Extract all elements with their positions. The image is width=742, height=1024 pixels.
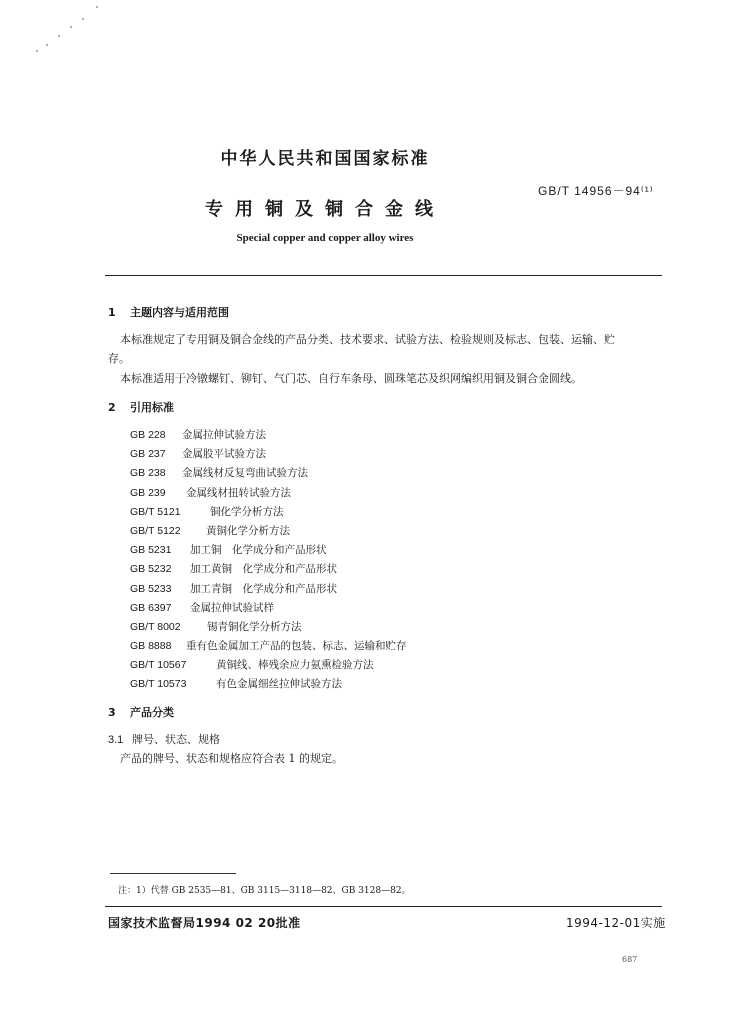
reference-item	[130, 619, 407, 638]
reference-title: 加工铜 化学成分和产品形状	[190, 544, 327, 557]
reference-title: 重有色金属加工产品的包装、标志、运输和贮存	[186, 640, 407, 653]
reference-title: 金属股平试验方法	[182, 448, 266, 461]
reference-item	[130, 638, 407, 657]
section-2-number: 2	[108, 401, 116, 414]
reference-item	[130, 542, 407, 561]
section-1-number: 1	[108, 306, 116, 319]
reference-code: GB 237	[130, 448, 166, 461]
document-title: 专用铜及铜合金线	[205, 199, 445, 220]
reference-code: GB/T 10573	[130, 678, 187, 691]
section-2-heading	[108, 399, 174, 415]
section-1-title: 主题内容与适用范围	[130, 306, 229, 319]
reference-list	[130, 427, 407, 696]
section-1-paragraph-2: 本标准适用于冷镦螺钉、铆钉、气门芯、自行车条母、圆珠笔芯及织网编织用铜及铜合金圆线。	[120, 372, 582, 385]
reference-code: GB 6397	[130, 601, 172, 614]
top-rule	[105, 275, 662, 276]
reference-code: GB/T 10567	[130, 659, 187, 672]
section-2-title: 引用标准	[130, 401, 174, 414]
page-number: 687	[622, 955, 638, 964]
reference-code: GB 238	[130, 467, 166, 480]
approval-date: 国家技术监督局1994 02 20批准	[108, 916, 301, 930]
section-3-title: 产品分类	[130, 706, 174, 719]
reference-title: 加工青铜 化学成分和产品形状	[190, 582, 337, 595]
reference-code: GB/T 5122	[130, 524, 181, 537]
reference-item	[130, 657, 407, 676]
reference-item	[130, 504, 407, 523]
reference-title: 金属拉伸试验试样	[190, 601, 274, 614]
reference-item	[130, 465, 407, 484]
reference-item	[130, 600, 407, 619]
national-standard-label: 中华人民共和国国家标准	[220, 149, 430, 169]
section-1-paragraph-1-line-1: 本标准规定了专用铜及铜合金线的产品分类、技术要求、试验方法、检验规则及标志、包装、运输、贮	[120, 333, 615, 346]
reference-title: 金属拉伸试验方法	[182, 429, 266, 441]
section-3-number: 3	[108, 706, 116, 719]
section-1-paragraph-1-line-2: 存。	[108, 352, 130, 365]
reference-item	[130, 581, 407, 600]
reference-title: 锡青铜化学分析方法	[207, 620, 302, 633]
reference-code: GB 5231	[130, 544, 172, 557]
reference-code: GB/T 8002	[130, 620, 181, 633]
reference-code: GB 228	[130, 429, 166, 441]
section-3-1-number: 3.1	[108, 734, 124, 746]
reference-code: GB 5232	[130, 563, 172, 576]
reference-code: GB 239	[130, 486, 166, 499]
reference-title: 黄铜化学分析方法	[206, 524, 290, 537]
reference-title: 有色金属细丝拉伸试验方法	[216, 678, 342, 691]
reference-code: GB 5233	[130, 582, 172, 595]
footnote: 注：1）代替 GB 2535—81、GB 3115—3118—82、GB 3128—82。	[118, 886, 411, 896]
section-3-1-heading	[108, 730, 220, 750]
section-1-paragraph-1	[120, 330, 665, 349]
reference-item	[130, 561, 407, 580]
reference-item	[130, 446, 407, 465]
section-3-1-title: 牌号、状态、规格	[132, 733, 220, 746]
reference-title: 加工黄铜 化学成分和产品形状	[190, 563, 337, 576]
reference-title: 铜化学分析方法	[210, 505, 284, 518]
reference-item	[130, 427, 407, 446]
reference-title: 金属线材扭转试验方法	[186, 486, 291, 499]
section-3-heading	[108, 704, 174, 720]
section-3-1-paragraph: 产品的牌号、状态和规格应符合表 1 的规定。	[120, 752, 343, 765]
implementation-date: 1994-12-01实施	[566, 916, 666, 930]
reference-item	[130, 485, 407, 504]
bottom-rule	[105, 906, 662, 907]
section-1-heading	[108, 304, 229, 320]
standard-number: GB/T 14956－94⁽¹⁾	[538, 184, 654, 198]
reference-item	[130, 676, 407, 695]
reference-title: 金属线材反复弯曲试验方法	[182, 467, 308, 480]
reference-code: GB/T 5121	[130, 505, 181, 518]
reference-title: 黄铜线、棒残余应力氨熏检验方法	[216, 659, 374, 672]
footnote-rule	[110, 873, 236, 874]
reference-item	[130, 523, 407, 542]
reference-code: GB 8888	[130, 640, 172, 653]
document-title-english: Special copper and copper alloy wires	[236, 232, 414, 244]
